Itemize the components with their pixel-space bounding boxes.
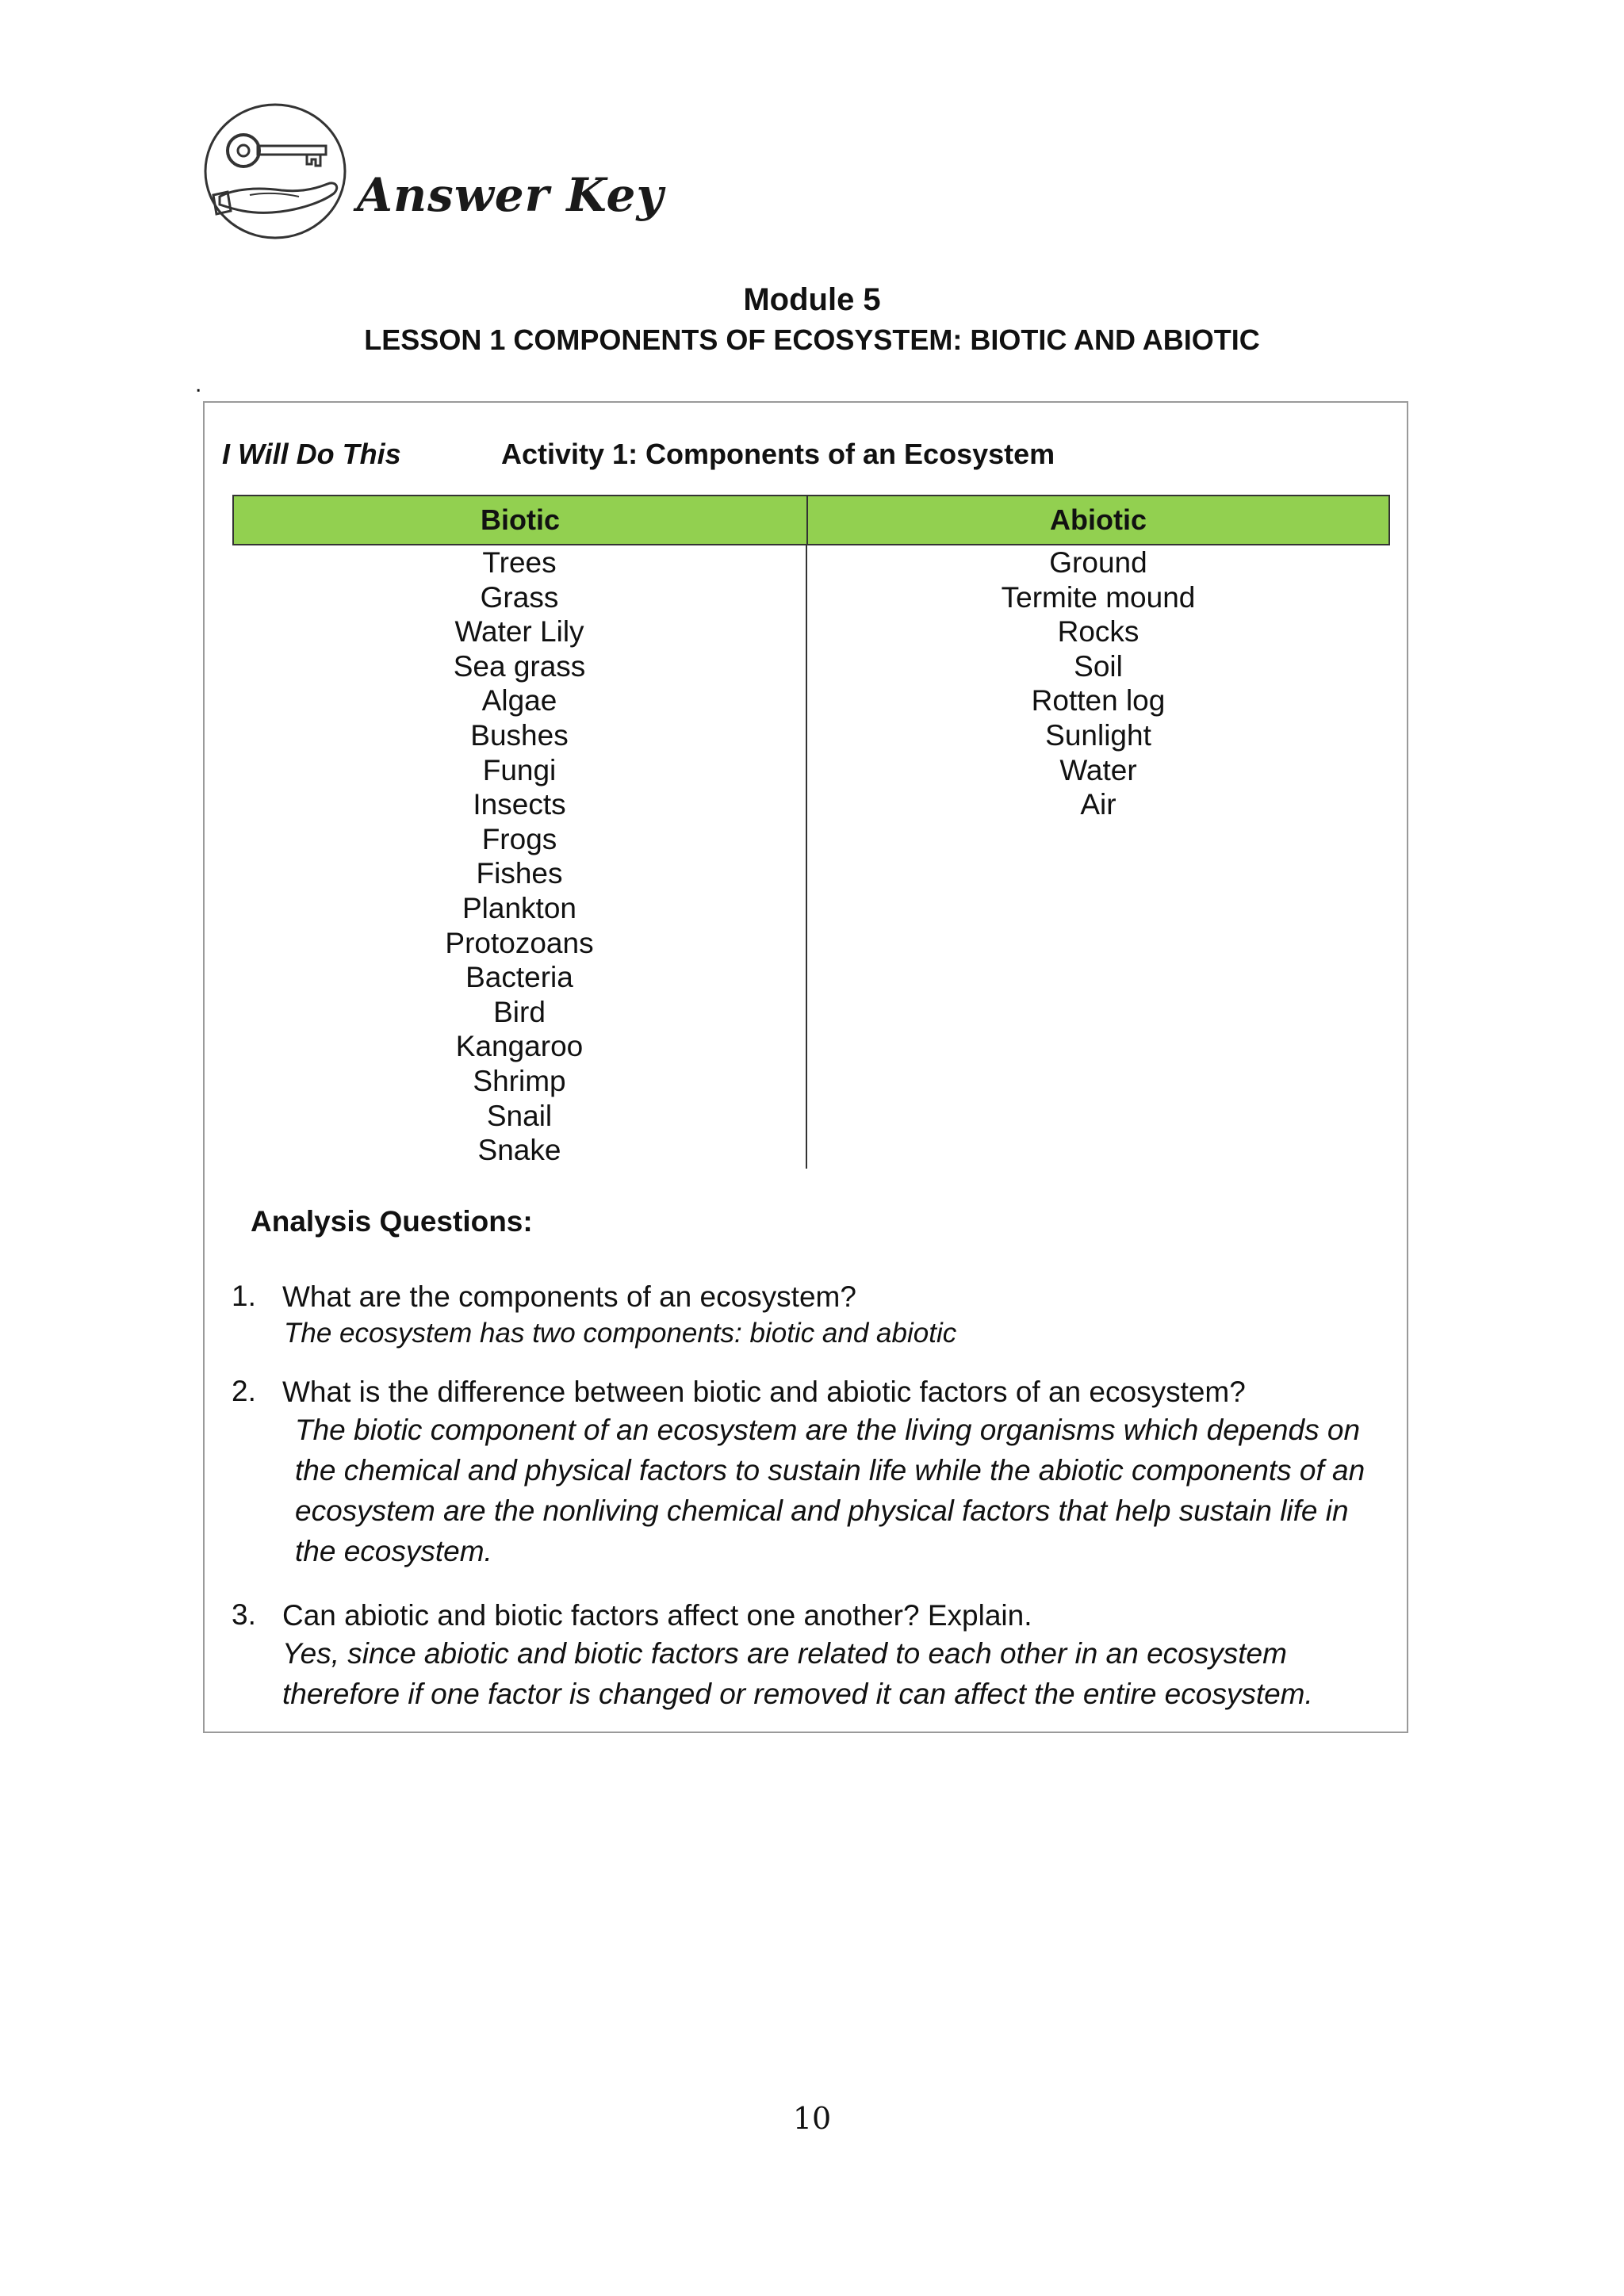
analysis-title: Analysis Questions: bbox=[251, 1205, 533, 1238]
list-item: Sea grass bbox=[453, 649, 586, 683]
list-item: Grass bbox=[480, 580, 559, 614]
list-item: Sunlight bbox=[1045, 718, 1151, 752]
list-item: Snail bbox=[486, 1099, 553, 1132]
page-number: 10 bbox=[792, 2101, 832, 2136]
list-item: Water Lily bbox=[454, 615, 584, 649]
list-item: Algae bbox=[481, 684, 557, 718]
list-item: Rocks bbox=[1057, 615, 1139, 649]
list-item: Fungi bbox=[482, 753, 557, 786]
list-item: Bacteria bbox=[465, 961, 573, 994]
lesson-title: LESSON 1 COMPONENTS OF ECOSYSTEM: BIOTIC AND ABIOTIC bbox=[364, 323, 1260, 356]
list-item: Kangaroo bbox=[455, 1030, 584, 1063]
column-header-biotic: Biotic bbox=[234, 496, 808, 544]
biotic-list bbox=[234, 545, 805, 1168]
list-item: Snake bbox=[477, 1134, 561, 1167]
stray-mark: . bbox=[195, 371, 202, 397]
question-text: Can abiotic and biotic factors affect one another? Explain. bbox=[282, 1599, 1032, 1632]
abiotic-list bbox=[807, 545, 1389, 822]
answer-text: The ecosystem has two components: biotic and abiotic bbox=[284, 1318, 957, 1349]
list-item: Water bbox=[1059, 753, 1137, 786]
table-header bbox=[232, 495, 1390, 545]
key-in-hand-logo-icon bbox=[202, 101, 353, 243]
column-header-abiotic: Abiotic bbox=[1050, 503, 1147, 536]
question-number: 2. bbox=[232, 1375, 256, 1407]
question-number: 3. bbox=[232, 1598, 256, 1631]
answer-text: Yes, since abiotic and biotic factors are related to each other in an ecosystem therefore if one factor is changed or removed it can affect the entire ecosystem. bbox=[282, 1637, 1313, 1710]
list-item: Bushes bbox=[470, 718, 569, 752]
list-item: Protozoans bbox=[445, 926, 594, 959]
list-item: Plankton bbox=[462, 891, 576, 924]
answer-key-title: Answer Key bbox=[357, 168, 665, 222]
list-item: Ground bbox=[1049, 546, 1147, 579]
list-item: Rotten log bbox=[1031, 684, 1166, 718]
section-label: I Will Do This bbox=[222, 438, 401, 470]
question-text: What is the difference between biotic and abiotic factors of an ecosystem? bbox=[282, 1376, 1246, 1408]
list-item: Insects bbox=[473, 788, 566, 821]
module-title: Module 5 bbox=[743, 282, 881, 317]
list-item: Trees bbox=[482, 546, 557, 579]
list-item: Bird bbox=[493, 995, 546, 1028]
answer-text: The biotic component of an ecosystem are the living organisms which depends on the chemical and physical factors to sustain life while the abiotic components of an ecosystem are the nonliving chemical and physical factors that help sustain life in the ecosystem. bbox=[295, 1414, 1365, 1567]
list-item: Termite mound bbox=[1001, 580, 1196, 614]
list-item: Soil bbox=[1074, 649, 1123, 683]
list-item: Air bbox=[1080, 788, 1116, 821]
activity-title: Activity 1: Components of an Ecosystem bbox=[501, 438, 1055, 470]
list-item: Frogs bbox=[481, 822, 557, 855]
question-number: 1. bbox=[232, 1280, 256, 1312]
question-text: What are the components of an ecosystem? bbox=[282, 1280, 856, 1313]
list-item: Shrimp bbox=[473, 1064, 566, 1097]
list-item: Fishes bbox=[476, 857, 563, 890]
